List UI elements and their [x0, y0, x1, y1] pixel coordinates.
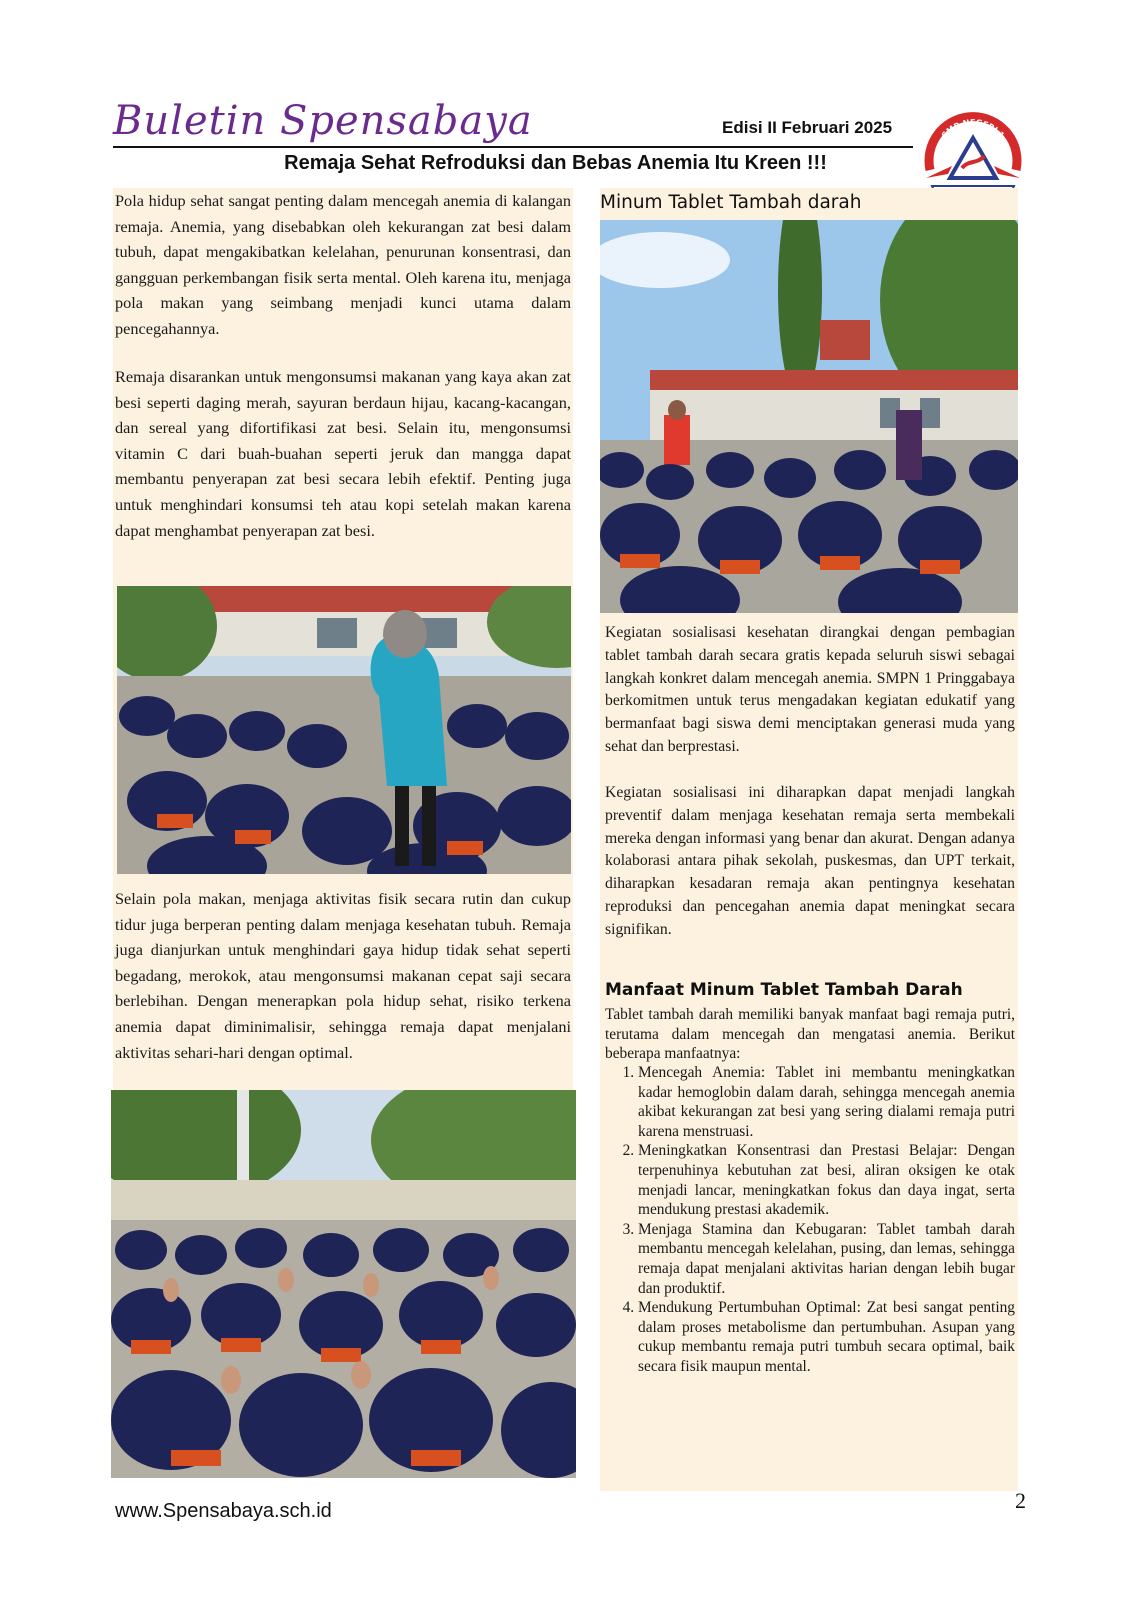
photo-students-raising-hands — [111, 1090, 576, 1478]
page-number: 2 — [1015, 1488, 1026, 1513]
website-link[interactable]: www.Spensabaya.sch.id — [115, 1500, 332, 1522]
right-paragraph-1: Kegiatan sosialisasi kesehatan dirangkai dengan pembagian tablet tambah darah secara gratis kepada seluruh siswi sebagai langkah konkret dalam mencegah anemia. SMPN 1 Pringgabaya berkomitmen untuk terus mengadakan kegiatan edukatif yang bermanfaat bagi siswa demi menciptakan generasi muda yang sehat dan berprestasi. — [605, 624, 1015, 755]
benefit-item: 4. Mendukung Pertumbuhan Optimal: Zat besi sangat penting dalam proses metabolisme dan pertumbuhan. Asupan yang cukup membantu remaja putri tumbuh secara optimal, baik secara fisik maupun mental. — [638, 1298, 1015, 1376]
photo-tablet-distribution-event — [600, 220, 1018, 613]
left-paragraph-1: Pola hidup sehat sangat penting dalam mencegah anemia di kalangan remaja. Anemia, yang disebabkan oleh kekurangan zat besi dalam tubuh, dapat mengakibatkan kelelahan, penurunan konsentrasi, dan gangguan perkembangan fisik serta mental. Oleh karena itu, menjaga pola makan yang seimbang menjadi kunci utama dalam pencegahannya. — [115, 191, 571, 338]
right-paragraph-2: Kegiatan sosialisasi ini diharapkan dapat menjadi langkah preventif dalam menjaga kesehatan remaja serta membekali mereka dengan informasi yang benar dan akurat. Dengan adanya kolaborasi antara pihak sekolah, puskesmas, dan UPT terkait, diharapkan kesadaran remaja akan pentingnya kesehatan reproduksi dan pencegahan anemia dapat meningkat secara signifikan. — [605, 784, 1015, 938]
edition-label: Edisi II Februari 2025 — [722, 118, 893, 137]
logo-text-top: SMP NEGERI 1 — [939, 117, 1007, 141]
bulletin-brand-title: Buletin Spensabaya — [113, 98, 533, 144]
left-paragraph-3: Selain pola makan, menjaga aktivitas fisik secara rutin dan cukup tidur juga berperan penting dalam menjaga kesehatan tubuh. Remaja juga dianjurkan untuk menghindari gaya hidup tidak sehat seperti begadang, merokok, atau mengonsumsi makanan cepat saji secara berlebihan. Dengan menerapkan pola hidup sehat, risiko terkena anemia dapat diminimalisir, sehingga remaja dapat menjalani aktivitas sehari-hari dengan optimal. — [115, 889, 571, 1062]
benefits-list — [612, 1063, 1015, 1377]
benefits-heading: Manfaat Minum Tablet Tambah Darah — [605, 980, 963, 1000]
benefits-intro: Tablet tambah darah memiliki banyak manfaat bagi remaja putri, terutama dalam mencegah dan mengatasi anemia. Berikut beberapa manfaatnya: — [605, 1006, 1015, 1063]
benefit-item: 3. Menjaga Stamina dan Kebugaran: Tablet tambah darah membantu mencegah kelelahan, pusing, dan lemas, sehingga remaja dapat menjalani aktivitas harian dengan lebih bugar dan produktif. — [638, 1220, 1015, 1298]
article-headline: Remaja Sehat Refroduksi dan Bebas Anemia Itu Kreen !!! — [284, 152, 827, 174]
photo-students-receiving-tablets — [117, 586, 571, 874]
photo-section-title: Minum Tablet Tambah darah — [600, 192, 862, 213]
benefit-item: 2. Meningkatkan Konsentrasi dan Prestasi Belajar: Dengan terpenuhinya kebutuhan zat besi, aliran oksigen ke otak menjadi lancar, meningkatkan fokus dan daya ingat, serta mendukung prestasi akademik. — [638, 1141, 1015, 1219]
benefit-item: 1. Mencegah Anemia: Tablet ini membantu meningkatkan kadar hemoglobin dalam darah, sehingga mencegah anemia akibat kekurangan zat besi yang sering dialami remaja putri karena menstruasi. — [638, 1063, 1015, 1141]
header-divider — [113, 146, 913, 148]
left-paragraph-2: Remaja disarankan untuk mengonsumsi makanan yang kaya akan zat besi seperti daging merah, sayuran berdaun hijau, kacang-kacangan, dan sereal yang difortifikasi zat besi. Selain itu, mengonsumsi vitamin C dari buah-buahan seperti jeruk dan mangga dapat membantu penyerapan zat besi secara lebih efektif. Penting juga untuk menghindari konsumsi teh atau kopi setelah makan karena dapat menghambat penyerapan zat besi. — [115, 367, 571, 540]
